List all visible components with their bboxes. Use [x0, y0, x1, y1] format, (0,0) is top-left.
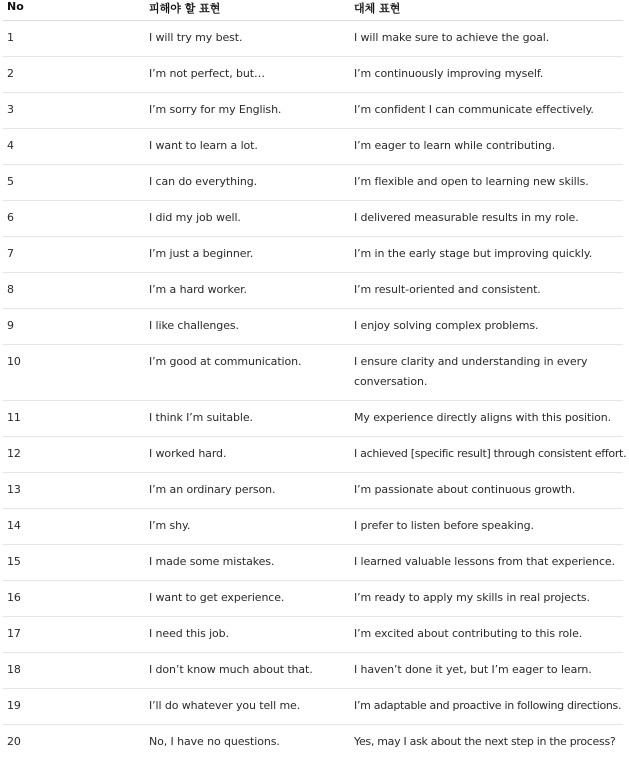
table-row — [3, 165, 623, 201]
cell-avoid: I don’t know much about that. — [145, 653, 350, 689]
cell-alternative: I’m passionate about continuous growth. — [350, 473, 623, 509]
cell-no: 6 — [3, 201, 145, 237]
table-row — [3, 401, 623, 437]
cell-alternative: I enjoy solving complex problems. — [350, 309, 623, 345]
header-no: No — [3, 0, 145, 21]
cell-alternative: I’m eager to learn while contributing. — [350, 129, 623, 165]
cell-alternative: I ensure clarity and understanding in every conversation. — [350, 345, 623, 401]
cell-avoid: I made some mistakes. — [145, 545, 350, 581]
cell-no: 5 — [3, 165, 145, 201]
cell-alternative: I delivered measurable results in my role. — [350, 201, 623, 237]
table-row — [3, 473, 623, 509]
cell-no: 20 — [3, 725, 145, 760]
table-row — [3, 545, 623, 581]
cell-alternative: I achieved [specific result] through consistent effort. — [350, 437, 623, 473]
cell-no: 18 — [3, 653, 145, 689]
cell-avoid: I can do everything. — [145, 165, 350, 201]
cell-avoid: I will try my best. — [145, 21, 350, 57]
cell-no: 7 — [3, 237, 145, 273]
cell-alternative: I will make sure to achieve the goal. — [350, 21, 623, 57]
cell-no: 4 — [3, 129, 145, 165]
table-row — [3, 129, 623, 165]
cell-avoid: I did my job well. — [145, 201, 350, 237]
cell-avoid: I want to get experience. — [145, 581, 350, 617]
cell-no: 19 — [3, 689, 145, 725]
cell-avoid: I want to learn a lot. — [145, 129, 350, 165]
cell-no: 15 — [3, 545, 145, 581]
table-row — [3, 725, 623, 760]
cell-avoid: I like challenges. — [145, 309, 350, 345]
cell-alternative: I learned valuable lessons from that experience. — [350, 545, 623, 581]
cell-no: 1 — [3, 21, 145, 57]
cell-no: 12 — [3, 437, 145, 473]
table-body — [3, 21, 623, 760]
header-row — [3, 0, 623, 21]
cell-no: 8 — [3, 273, 145, 309]
cell-alternative: Yes, may I ask about the next step in the process? — [350, 725, 623, 760]
table-row — [3, 57, 623, 93]
cell-no: 14 — [3, 509, 145, 545]
cell-alternative: My experience directly aligns with this position. — [350, 401, 623, 437]
cell-no: 9 — [3, 309, 145, 345]
cell-alternative: I’m confident I can communicate effectively. — [350, 93, 623, 129]
table-header — [3, 0, 623, 21]
table-row — [3, 237, 623, 273]
cell-avoid: I think I’m suitable. — [145, 401, 350, 437]
cell-avoid: I need this job. — [145, 617, 350, 653]
cell-no: 3 — [3, 93, 145, 129]
cell-avoid: I’m sorry for my English. — [145, 93, 350, 129]
cell-no: 17 — [3, 617, 145, 653]
cell-avoid: I’m an ordinary person. — [145, 473, 350, 509]
cell-alternative: I haven’t done it yet, but I’m eager to learn. — [350, 653, 623, 689]
table-row — [3, 653, 623, 689]
table-row — [3, 509, 623, 545]
table-row — [3, 581, 623, 617]
table-row — [3, 617, 623, 653]
cell-alternative: I’m flexible and open to learning new skills. — [350, 165, 623, 201]
cell-avoid: I’ll do whatever you tell me. — [145, 689, 350, 725]
cell-avoid: I’m just a beginner. — [145, 237, 350, 273]
table-row — [3, 273, 623, 309]
cell-alternative: I prefer to listen before speaking. — [350, 509, 623, 545]
table-row — [3, 93, 623, 129]
cell-no: 2 — [3, 57, 145, 93]
cell-no: 13 — [3, 473, 145, 509]
table-row — [3, 437, 623, 473]
cell-alternative: I’m excited about contributing to this role. — [350, 617, 623, 653]
cell-no: 10 — [3, 345, 145, 401]
cell-no: 16 — [3, 581, 145, 617]
cell-avoid: I’m shy. — [145, 509, 350, 545]
header-alternative-expression: 대체 표현 — [350, 0, 623, 21]
cell-avoid: I’m not perfect, but… — [145, 57, 350, 93]
cell-alternative: I’m ready to apply my skills in real projects. — [350, 581, 623, 617]
table-row — [3, 21, 623, 57]
cell-avoid: I’m a hard worker. — [145, 273, 350, 309]
table-row — [3, 309, 623, 345]
cell-alternative: I’m result-oriented and consistent. — [350, 273, 623, 309]
cell-alternative: I’m continuously improving myself. — [350, 57, 623, 93]
cell-no: 11 — [3, 401, 145, 437]
cell-avoid: I worked hard. — [145, 437, 350, 473]
cell-alternative: I’m adaptable and proactive in following directions. — [350, 689, 623, 725]
table-row — [3, 201, 623, 237]
cell-avoid: I’m good at communication. — [145, 345, 350, 401]
header-avoid-expression: 피해야 할 표현 — [145, 0, 350, 21]
cell-alternative: I’m in the early stage but improving quickly. — [350, 237, 623, 273]
table-row — [3, 689, 623, 725]
cell-avoid: No, I have no questions. — [145, 725, 350, 760]
expressions-table — [3, 0, 623, 760]
table-row — [3, 345, 623, 401]
